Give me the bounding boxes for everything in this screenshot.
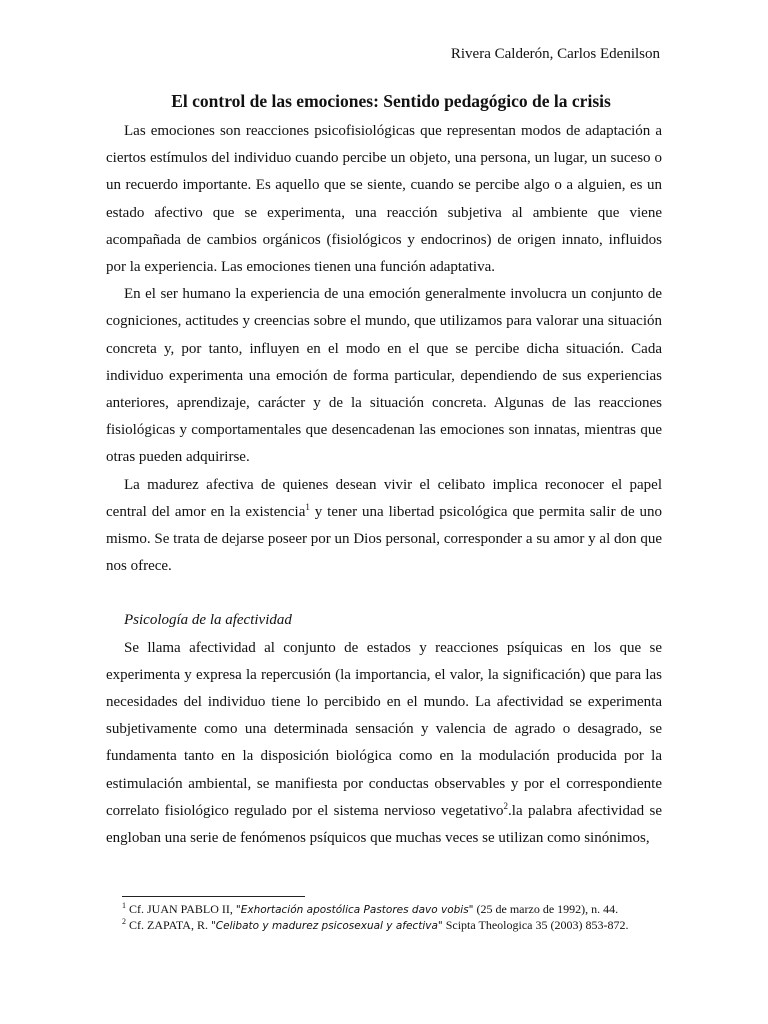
paragraph-4-text-b: .la palabra afectividad se engloban una serie de fenómenos psíquicos que muchas veces se utilizan como sinónimos,: [106, 802, 662, 847]
section-heading: Psicología de la afectividad: [124, 612, 292, 629]
footnote-mark-1: 1: [122, 901, 126, 910]
document-title: El control de las emociones: Sentido pedagógico de la crisis: [171, 91, 611, 111]
footnote-ref-2[interactable]: 2: [503, 800, 509, 811]
footnote-2-title: "Celibato y madurez psicosexual y afectiva": [210, 920, 443, 932]
footnote-1-title: "Exhortación apostólica Pastores davo vobis": [235, 904, 474, 916]
paragraph-4: [106, 635, 662, 853]
paragraph-1: Las emociones son reacciones psicofisiológicas que representan modos de adaptación a ciertos estímulos del individuo cuando percibe un objeto, una persona, un lugar, un suceso o un recuerdo importante. Es aquello que se siente, cuando se percibe algo o a alguien, es un estado afectivo que se experimenta, una reacción subjetiva al ambiente que viene acompañada de cambios orgánicos (fisiológicos y endocrinos) de origen innato, influidos por la experiencia. Las emociones tienen una función adaptativa.: [106, 123, 662, 276]
paragraph-3-text-a: La madurez afectiva de quienes desean vivir el celibato implica reconocer el papel central del amor en la existencia: [106, 476, 662, 520]
paragraph-3: [106, 472, 662, 581]
paragraph-4-text-a: Se llama afectividad al conjunto de estados y reacciones psíquicas en los que se experimenta y expresa la repercusión (la importancia, el valor, la significación) que para las necesidades del individuo tiene lo percibido en el mundo. La afectividad se experimenta subjetivamente como una determinada sensación y valencia de agrado o desagrado, se fundamenta tanto en la disposición biológica como en la modulación producida por la estimulación ambiental, se manifiesta por conductas observables y por el correspondiente correlato fisiológico regulado por el sistema nervioso vegetativo: [106, 639, 662, 819]
section-spacer: [106, 580, 662, 607]
document-body: [106, 118, 662, 852]
paragraph-2: En el ser humano la experiencia de una emoción generalmente involucra un conjunto de cogniciones, actitudes y creencias sobre el mundo, que utilizamos para valorar una situación concreta y, por tanto, influyen en el modo en el que se percibe dicha situación. Cada individuo experimenta una emoción de forma particular, dependiendo de sus experiencias anteriores, aprendizaje, carácter y de la situación concreta. Algunas de las reacciones fisiológicas y comportamentales que desencadenan las emociones son innatas, mientras que otras pueden adquirirse.: [106, 286, 662, 466]
footnote-1-prefix: Cf. JUAN PABLO II,: [126, 902, 236, 916]
footnote-ref-1[interactable]: 1: [305, 501, 310, 512]
footnote-mark-2: 2: [122, 917, 126, 926]
footnote-1: [122, 902, 682, 918]
footnote-2-prefix: Cf. ZAPATA, R.: [126, 918, 211, 932]
footnotes: [122, 902, 682, 934]
footnote-2-suffix: Scipta Theologica 35 (2003) 853-872.: [442, 918, 629, 932]
header-author: Rivera Calderón, Carlos Edenilson: [450, 46, 660, 62]
paragraph-3-text-b: y tener una libertad psicológica que permita salir de uno mismo. Se trata de dejarse poseer por un Dios personal, corresponder a su amor y al don que nos ofrece.: [106, 503, 663, 575]
footnote-2: [122, 918, 682, 934]
footnote-divider: [122, 896, 305, 897]
footnote-1-suffix: (25 de marzo de 1992), n. 44.: [473, 902, 619, 916]
